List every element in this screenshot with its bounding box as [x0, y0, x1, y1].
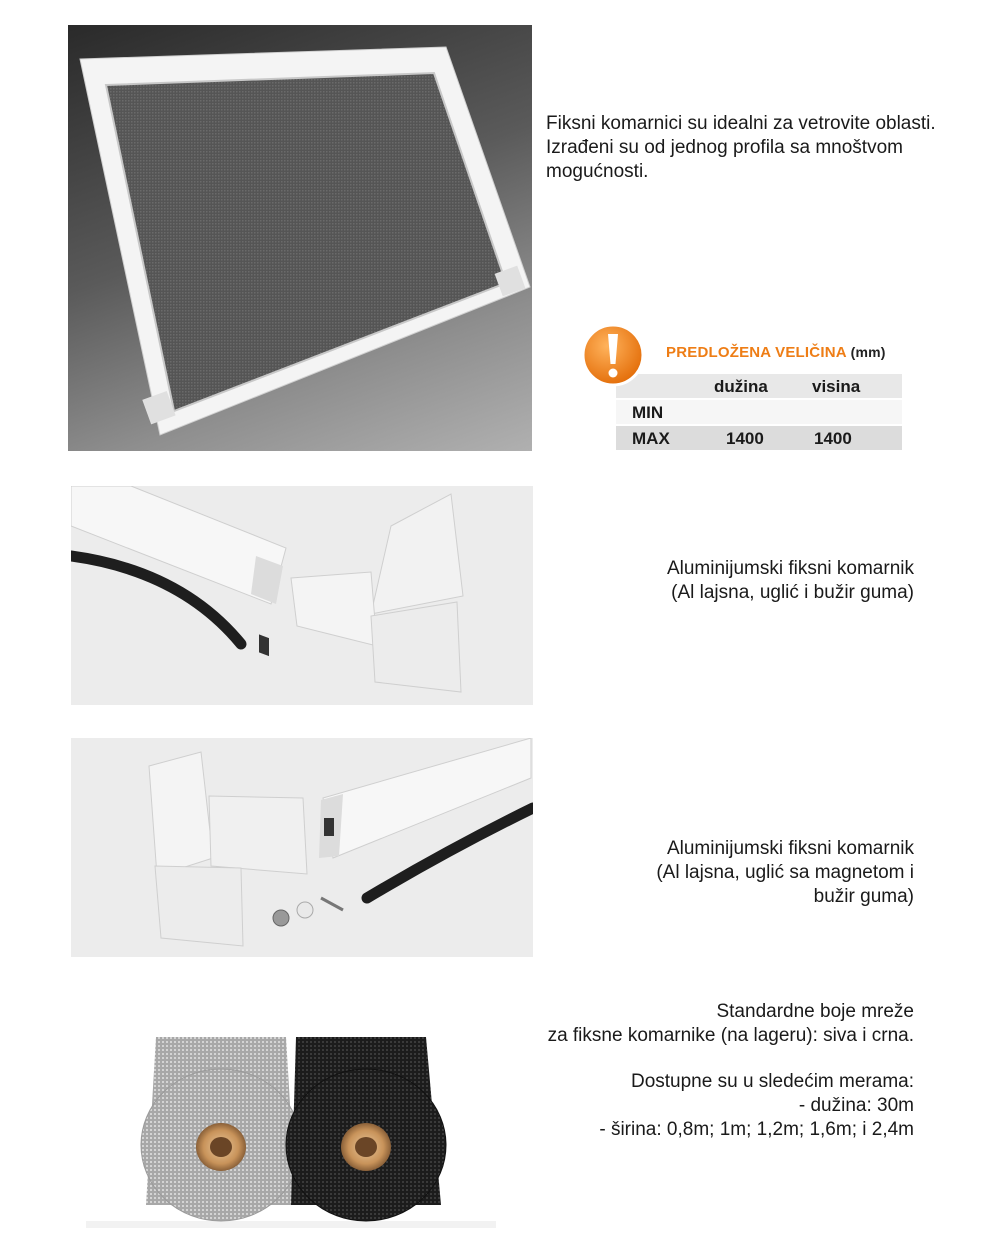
- size-unit: (mm): [850, 344, 886, 360]
- column-height: visina: [812, 377, 861, 396]
- kit-1-photo: [71, 486, 533, 705]
- mesh-colors-line-2: za fiksne komarnike (na lageru): siva i crna.: [547, 1025, 914, 1046]
- kit-2-photo: [71, 738, 533, 957]
- suggested-size-table: [580, 322, 902, 454]
- row-label: MAX: [632, 429, 670, 448]
- size-table-title: PREDLOŽENA VELIČINA (mm): [666, 344, 886, 361]
- size-table-row-max: [616, 426, 902, 450]
- kit-1-description: [560, 557, 914, 605]
- kit-1-title: Aluminijumski fiksni komarnik: [666, 558, 914, 579]
- fixed-screen-photo: [68, 25, 532, 451]
- column-length: dužina: [714, 377, 768, 396]
- mesh-rolls-photo: [86, 1025, 806, 1228]
- mesh-length: - dužina: 30m: [798, 1095, 914, 1116]
- size-table-header-row: [616, 374, 902, 398]
- mesh-colors-line-1: Standardne boje mreže: [716, 1001, 914, 1022]
- intro-description: Fiksni komarnici su idealni za vetrovite oblasti. Izrađeni su od jednog profila sa mnoštvom mogućnosti.: [546, 113, 936, 182]
- kit-2-detail-line-2: bužir guma): [813, 886, 914, 907]
- max-length: 1400: [726, 429, 764, 448]
- kit-2-title: Aluminijumski fiksni komarnik: [666, 838, 914, 859]
- max-height: 1400: [814, 429, 852, 448]
- exclamation-warning-icon: [580, 322, 646, 388]
- row-label: MIN: [632, 403, 664, 422]
- mesh-width: - širina: 0,8m; 1m; 1,2m; 1,6m; i 2,4m: [599, 1119, 914, 1140]
- size-table-row-min: [616, 400, 902, 424]
- mesh-sizes-intro: Dostupne su u sledećim merama:: [630, 1071, 914, 1092]
- kit-2-detail-line-1: (Al lajsna, uglić sa magnetom i: [656, 862, 914, 883]
- kit-2-description: [560, 837, 914, 909]
- kit-1-detail: (Al lajsna, uglić i bužir guma): [671, 582, 914, 603]
